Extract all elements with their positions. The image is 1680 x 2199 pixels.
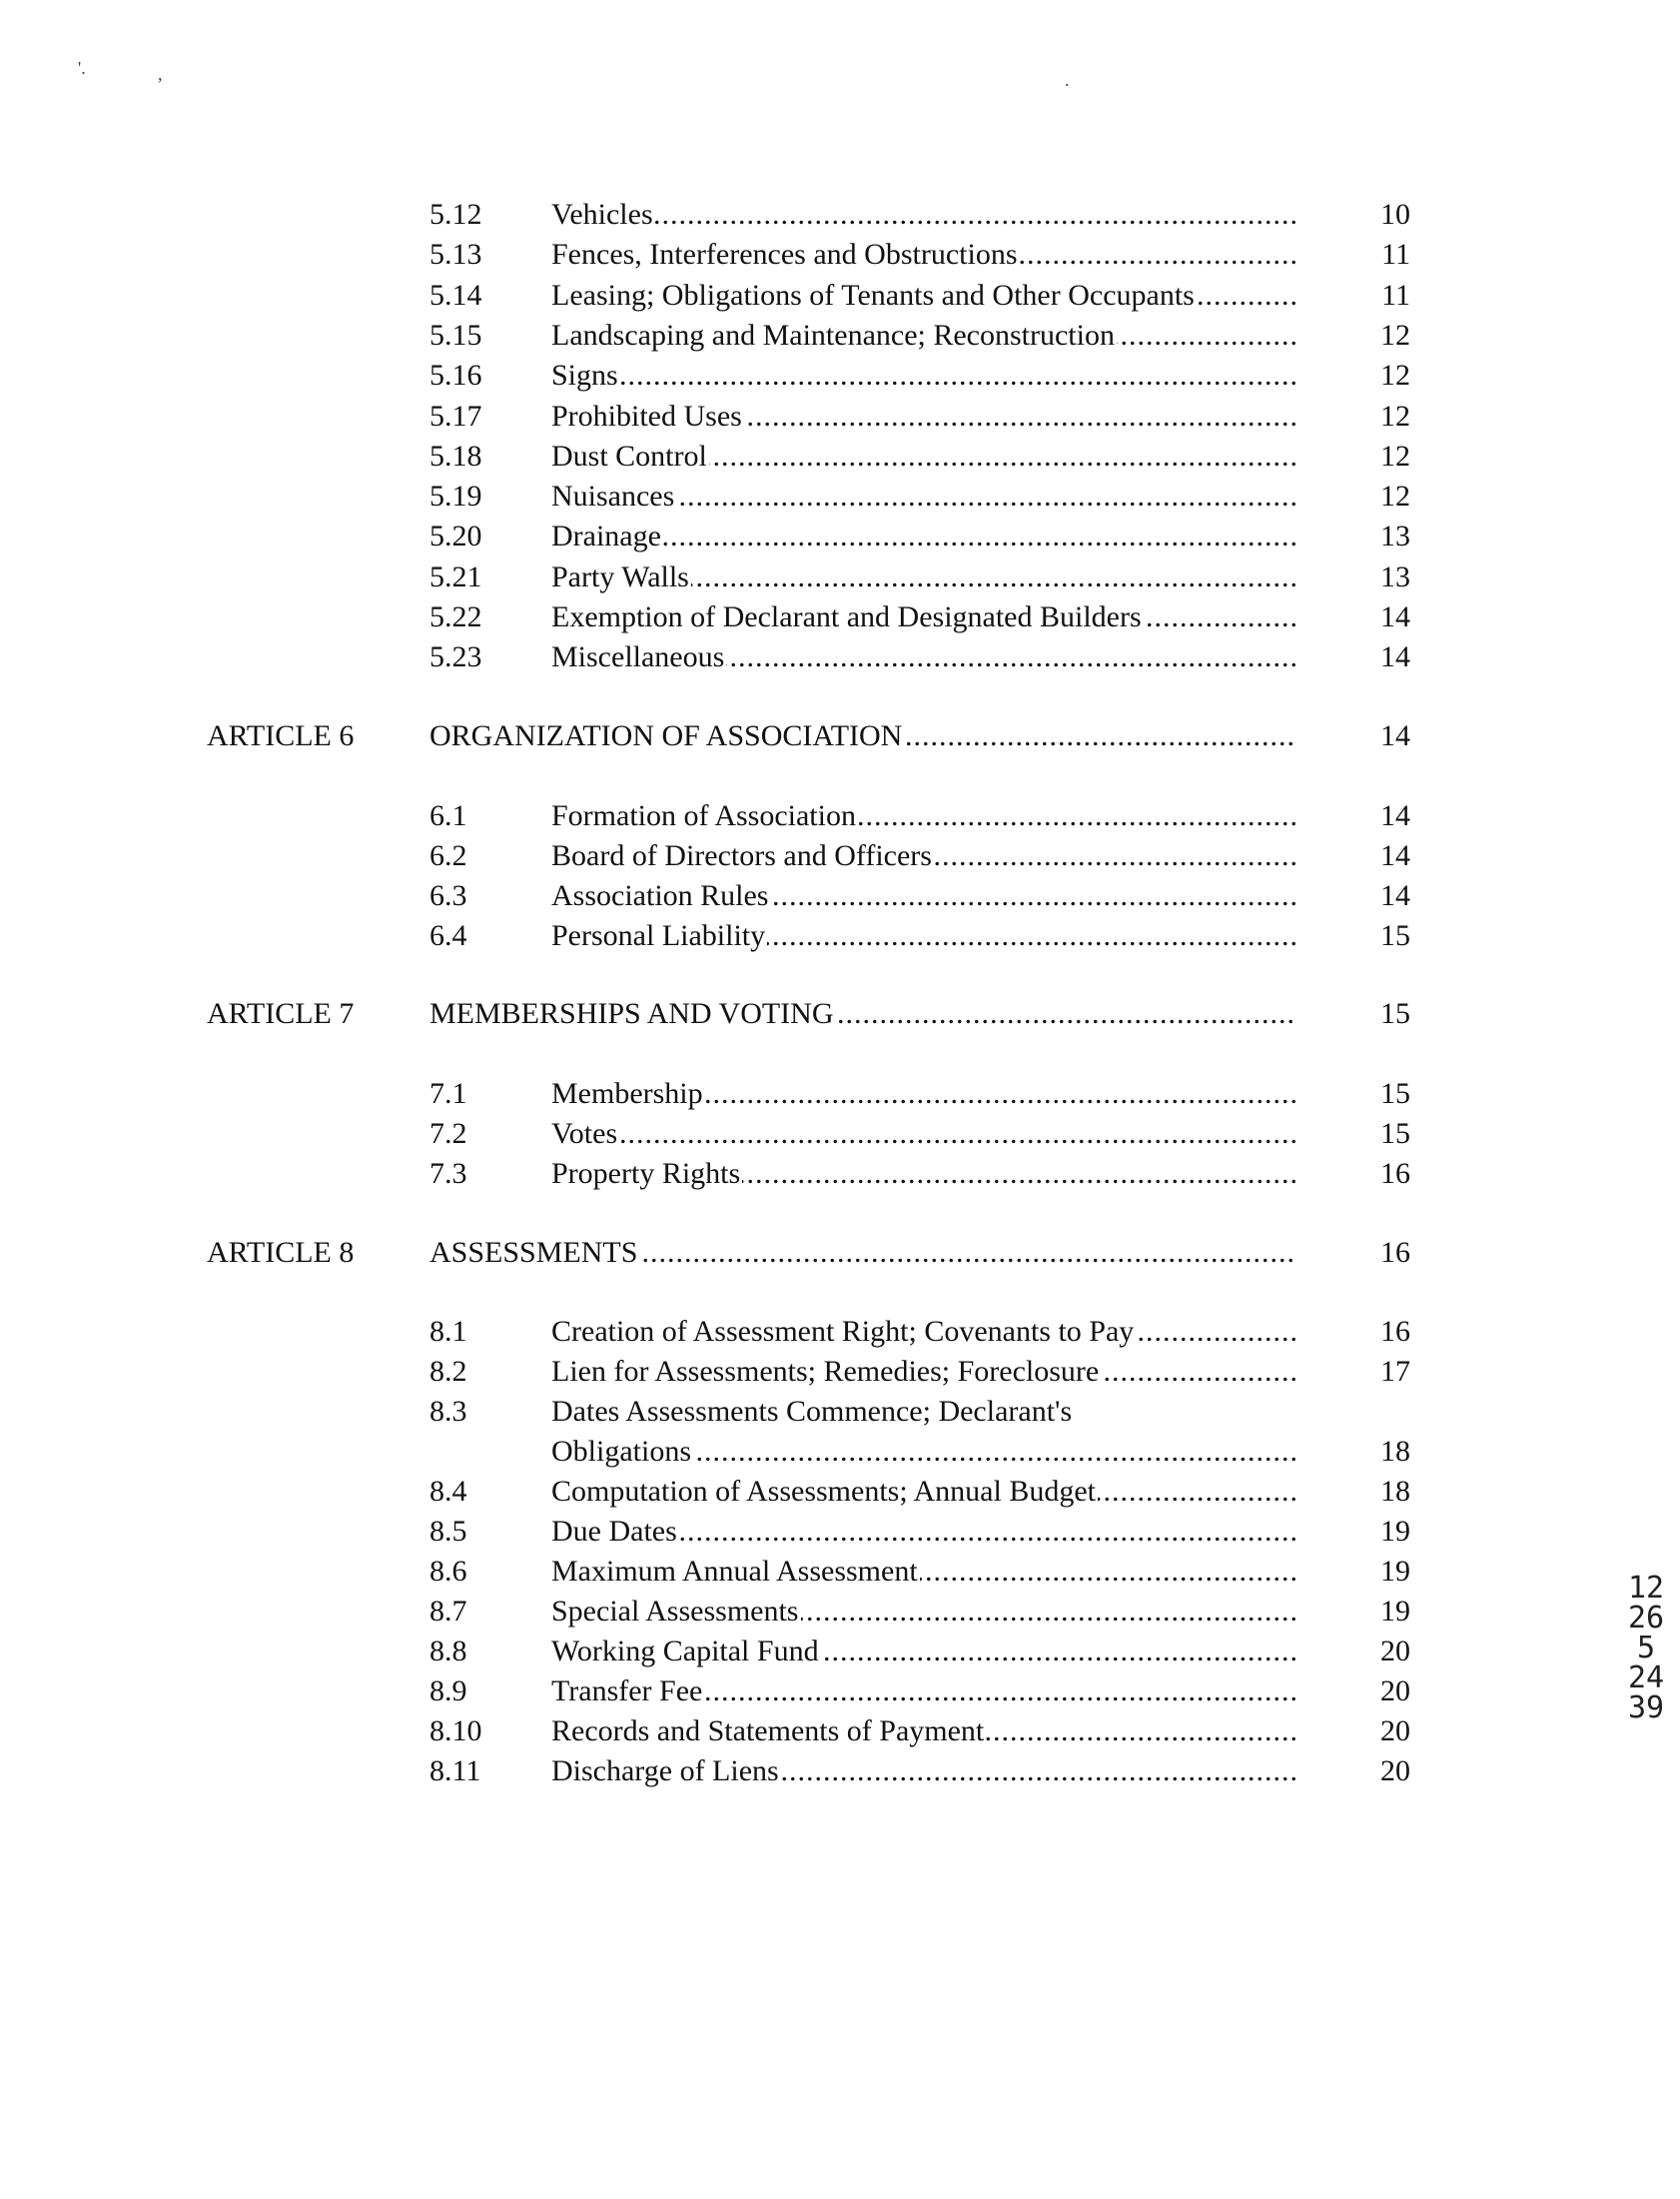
section-number: 5.22	[429, 600, 482, 633]
section-title: Membership .....	[551, 1074, 1295, 1114]
page-number: 10	[1380, 198, 1410, 231]
section-title: Landscaping and Maintenance; Reconstruction .....	[551, 316, 1295, 356]
section-number: 8.8	[429, 1635, 467, 1667]
section-number: 6.1	[429, 799, 467, 832]
page-number: 14	[1380, 799, 1410, 832]
scan-mark: ,	[158, 64, 163, 84]
page-number: 15	[1380, 997, 1410, 1030]
page-number: 12	[1380, 359, 1410, 393]
section-number: 8.6	[429, 1555, 467, 1588]
section-title: Nuisances .....	[551, 477, 1295, 517]
scan-mark: .	[1065, 70, 1070, 90]
page-number: 12	[1380, 439, 1410, 473]
page-number: 12	[1380, 399, 1410, 433]
section-title: Dust Control .....	[551, 437, 1295, 477]
section-number: 8.7	[429, 1595, 467, 1628]
page-number: 20	[1380, 1754, 1410, 1787]
page-number: 16	[1380, 1315, 1410, 1348]
section-number: 7.1	[429, 1077, 467, 1110]
page-number: 11	[1381, 278, 1410, 312]
section-title: Dates Assessments Commence; Declarant's	[551, 1395, 1073, 1428]
section-title: Transfer Fee .....	[551, 1671, 1295, 1711]
section-title: Formation of Association .....	[551, 796, 1295, 836]
section-title: Computation of Assessments; Annual Budget .....	[551, 1472, 1295, 1512]
section-number: 5.21	[429, 559, 482, 593]
page-number: 15	[1380, 919, 1410, 952]
page-number: 15	[1380, 1077, 1410, 1110]
scan-mark: '.	[78, 58, 86, 78]
section-title: Working Capital Fund .....	[551, 1632, 1295, 1671]
section-title: Property Rights .....	[551, 1154, 1295, 1194]
section-number: 5.17	[429, 399, 482, 433]
section-title: Board of Directors and Officers .....	[551, 836, 1295, 876]
section-number: 5.19	[429, 480, 482, 514]
page-number: 20	[1380, 1714, 1410, 1747]
page-number: 18	[1380, 1475, 1410, 1508]
page-number: 14	[1380, 600, 1410, 633]
section-number: 8.11	[429, 1754, 481, 1787]
section-number: 5.20	[429, 520, 482, 553]
section-title: Drainage .....	[551, 517, 1295, 556]
section-number: 8.1	[429, 1315, 467, 1348]
page-number: 14	[1380, 640, 1410, 674]
page-number: 19	[1380, 1595, 1410, 1628]
section-title: Party Walls .....	[551, 557, 1295, 597]
section-number: 5.16	[429, 359, 482, 393]
page-number: 13	[1380, 559, 1410, 593]
section-title: Signs .....	[551, 356, 1295, 396]
section-title: Special Assessments .....	[551, 1592, 1295, 1632]
section-title: Obligations .....	[551, 1432, 1295, 1472]
page-number: 14	[1380, 879, 1410, 912]
section-number: 5.18	[429, 439, 482, 473]
section-number: 6.4	[429, 919, 467, 952]
article-title: ASSESSMENTS .....	[429, 1233, 1295, 1273]
article-title: ORGANIZATION OF ASSOCIATION .....	[429, 716, 1295, 756]
article-label: ARTICLE 7	[207, 997, 355, 1030]
section-number: 8.9	[429, 1674, 467, 1707]
section-number: 5.12	[429, 198, 482, 231]
section-number: 6.2	[429, 839, 467, 872]
section-title: Lien for Assessments; Remedies; Foreclosure .....	[551, 1352, 1295, 1392]
page-number: 19	[1380, 1555, 1410, 1588]
section-number: 7.2	[429, 1117, 467, 1150]
page-number: 20	[1380, 1635, 1410, 1667]
section-number: 5.13	[429, 238, 482, 272]
section-number: 8.5	[429, 1515, 467, 1548]
page-number: 16	[1380, 1236, 1410, 1269]
section-title: Creation of Assessment Right; Covenants to Pay .....	[551, 1312, 1295, 1352]
section-number: 8.10	[429, 1714, 482, 1747]
page-number: 15	[1380, 1117, 1410, 1150]
section-number: 6.3	[429, 879, 467, 912]
section-title: Association Rules .....	[551, 876, 1295, 916]
page-number: 13	[1380, 520, 1410, 553]
section-title: Votes .....	[551, 1114, 1295, 1154]
section-number: 8.2	[429, 1355, 467, 1388]
article-title: MEMBERSHIPS AND VOTING .....	[429, 994, 1295, 1034]
section-title: Records and Statements of Payment .....	[551, 1711, 1295, 1751]
section-number: 7.3	[429, 1157, 467, 1190]
section-title: Due Dates .....	[551, 1512, 1295, 1552]
page-number: 14	[1380, 719, 1410, 752]
section-number: 5.23	[429, 640, 482, 674]
section-number: 5.15	[429, 318, 482, 352]
page-number: 14	[1380, 839, 1410, 872]
page-number: 20	[1380, 1674, 1410, 1707]
article-label: ARTICLE 8	[207, 1236, 355, 1269]
page-number: 17	[1380, 1355, 1410, 1388]
section-number: 5.14	[429, 278, 482, 312]
page-number: 12	[1380, 318, 1410, 352]
section-title: Maximum Annual Assessment .....	[551, 1552, 1295, 1592]
section-number: 8.4	[429, 1475, 467, 1508]
section-title: Leasing; Obligations of Tenants and Other Occupants .....	[551, 276, 1295, 316]
section-title: Miscellaneous .....	[551, 637, 1295, 677]
section-title: Personal Liability .....	[551, 916, 1295, 956]
page-number: 16	[1380, 1157, 1410, 1190]
section-title: Fences, Interferences and Obstructions .....	[551, 235, 1295, 275]
section-title: Prohibited Uses .....	[551, 397, 1295, 437]
page-number: 11	[1381, 238, 1410, 272]
recording-stamp: 12265 2439	[1627, 1571, 1665, 1725]
page-number: 19	[1380, 1515, 1410, 1548]
section-title: Discharge of Liens .....	[551, 1751, 1295, 1791]
section-title: Exemption of Declarant and Designated Builders .....	[551, 597, 1295, 637]
page-number: 18	[1380, 1435, 1410, 1468]
page-number: 12	[1380, 480, 1410, 514]
section-number: 8.3	[429, 1395, 467, 1428]
article-label: ARTICLE 6	[207, 719, 355, 752]
section-title: Vehicles .....	[551, 195, 1295, 235]
